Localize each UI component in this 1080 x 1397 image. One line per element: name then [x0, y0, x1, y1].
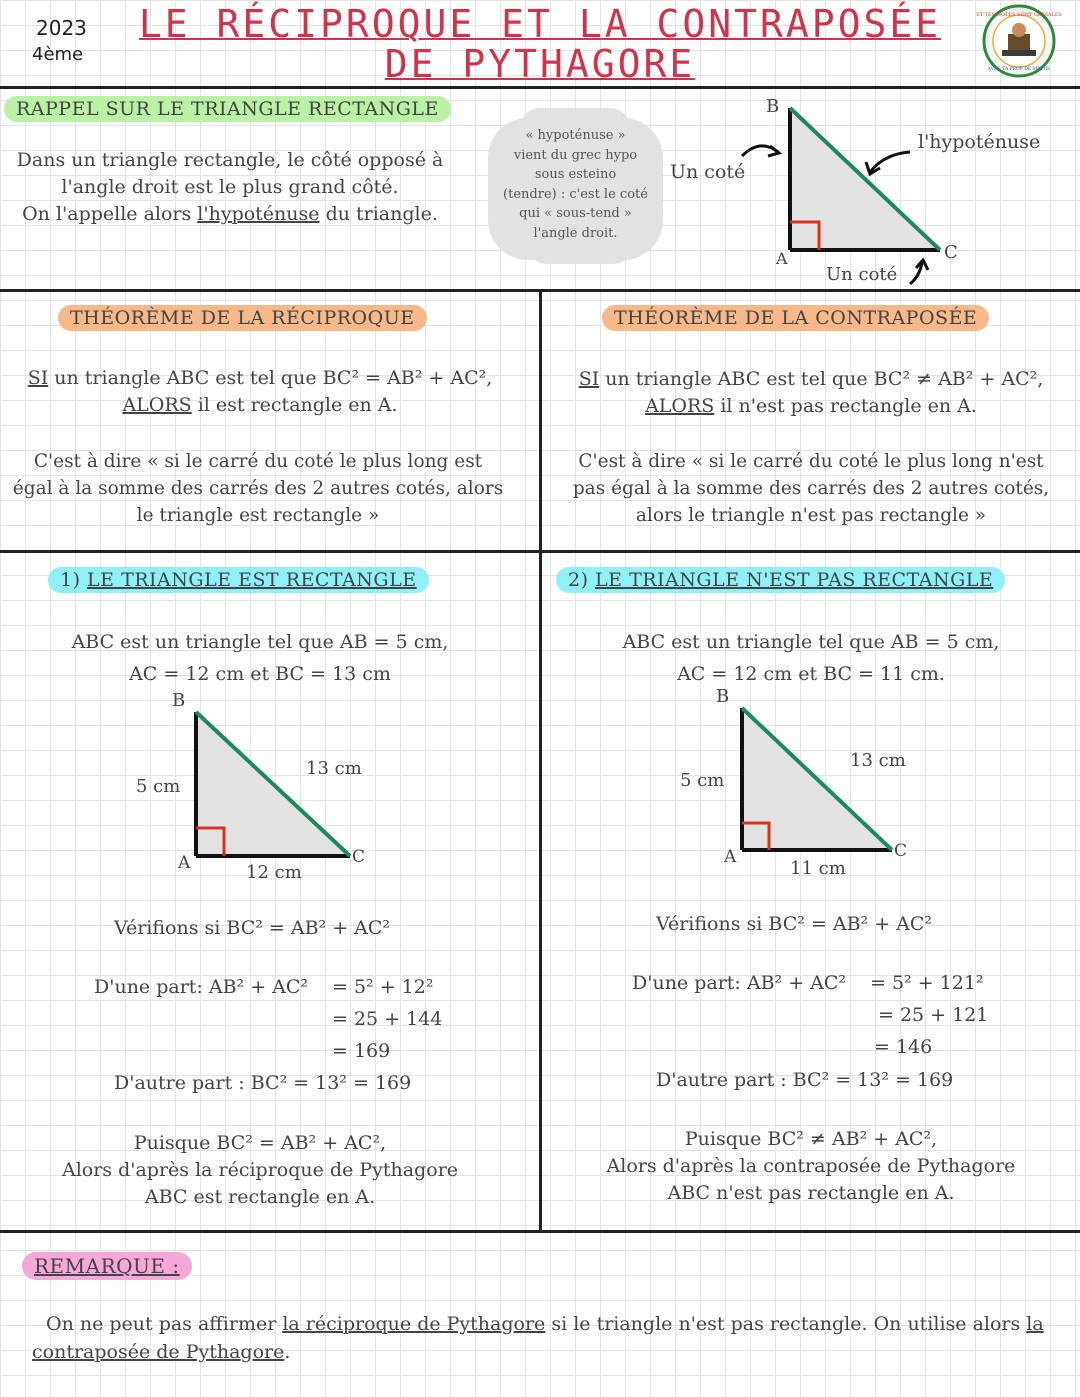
label-B: B [716, 686, 730, 707]
si-keyword: SI [578, 368, 600, 390]
logo-text-bottom: AVEC TA PROF DE MATHS [987, 67, 1051, 72]
rappel-line-2: l'angle droit est le plus grand côté. [61, 176, 399, 198]
rappel-line-3: On l'appelle alors l'hypoténuse du triangle. [22, 203, 438, 225]
label-C: C [894, 841, 908, 861]
alors-keyword: ALORS [645, 395, 715, 417]
label-ac: 12 cm [246, 862, 302, 883]
level: 4ème [32, 44, 84, 65]
remarque-heading: REMARQUE : [22, 1252, 192, 1280]
title-line-2: DE PYTHAGORE [384, 42, 696, 86]
si-keyword: SI [27, 367, 49, 389]
ex1-triangle-figure [120, 686, 410, 886]
reciproque-statement: SI un triangle ABC est tel que BC² = AB² + AC², ALORS il est rectangle en A. [27, 367, 493, 416]
part1-step-1: = 5² + 12² [332, 976, 434, 998]
contraposee-statement: SI un triangle ABC est tel que BC² ≠ AB² + AC², ALORS il n'est pas rectangle en A. [578, 368, 1044, 417]
ex1-given: ABC est un triangle tel que AB = 5 cm, AC = 12 cm et BC = 13 cm [71, 631, 449, 685]
rappel-heading: RAPPEL SUR LE TRIANGLE RECTANGLE [4, 96, 451, 122]
definition-cloud-text: « hypoténuse » vient du grec hypo sous esteino (tendre) : c'est le coté qui « sous-tend » l'angle droit. [503, 128, 648, 241]
label-ac: 11 cm [790, 858, 846, 879]
part2: D'autre part : BC² = 13² = 169 [656, 1069, 954, 1091]
part1-step-2: = 25 + 144 [332, 1008, 443, 1030]
part1-step-2: = 25 + 121 [878, 1004, 989, 1026]
logo-text-top: ET TES NOTES SONT GÉNIALES [976, 12, 1062, 18]
label-A: A [776, 249, 788, 268]
reciproque-explain: C'est à dire « si le carré du coté le plus long est égal à la somme des carrés des 2 autres cotés, alors le triangle est rectangle » [12, 451, 504, 526]
label-C: C [944, 242, 958, 263]
part1-step-1: = 5² + 121² [870, 972, 984, 994]
logo [976, 4, 1062, 82]
rappel-line-1: Dans un triangle rectangle, le côté opposé à [16, 149, 444, 171]
reciproque-heading: THÉORÈME DE LA RÉCIPROQUE [58, 305, 427, 331]
divider-top [0, 86, 1080, 89]
contraposee-explain: C'est à dire « si le carré du coté le plus long n'est pas égal à la somme des carrés des 2 autres cotés, alors le triangle n'est pas rectangle » [572, 451, 1050, 526]
ex2-given: ABC est un triangle tel que AB = 5 cm, AC = 12 cm et BC = 11 cm. [622, 631, 1000, 685]
label-A: A [724, 847, 737, 867]
part1-label: D'une part: AB² + AC² [632, 972, 847, 994]
ex2-heading: 2) LE TRIANGLE N'EST PAS RECTANGLE [556, 567, 1005, 593]
title-line-1: LE RÉCIPROQUE ET LA CONTRAPOSÉE [138, 2, 942, 46]
ex1-conclusion: Puisque BC² = AB² + AC², Alors d'après la réciproque de Pythagore ABC est rectangle en A. [61, 1132, 459, 1208]
label-bc: 13 cm [850, 750, 906, 771]
alors-keyword: ALORS [122, 394, 192, 416]
page-title [100, 2, 980, 86]
label-C: C [352, 847, 366, 867]
ex2-triangle-figure [664, 682, 954, 882]
year: 2023 [36, 16, 87, 40]
label-bc: 13 cm [306, 758, 362, 779]
label-B: B [766, 96, 780, 117]
rappel-text [10, 147, 450, 228]
remarque-text: On ne peut pas affirmer la réciproque de Pythagore si le triangle n'est pas rectangle. On utilise alors la contraposée de Pythagore. [32, 1313, 1044, 1363]
part2: D'autre part : BC² = 13² = 169 [114, 1072, 412, 1094]
divider-vertical [539, 289, 542, 1233]
ex2-verify: Vérifions si BC² = AB² + AC² [656, 913, 933, 935]
ex1-verify: Vérifions si BC² = AB² + AC² [114, 917, 391, 939]
contraposee-heading: THÉORÈME DE LA CONTRAPOSÉE [602, 305, 989, 331]
part1-step-3: = 146 [874, 1036, 933, 1058]
label-A: A [178, 853, 191, 873]
hypotenuse-term: l'hypoténuse [197, 203, 320, 225]
label-cote-bottom: Un coté [826, 264, 898, 285]
ex2-conclusion: Puisque BC² ≠ AB² + AC², Alors d'après la contraposée de Pythagore ABC n'est pas rectangle en A. [606, 1128, 1016, 1204]
label-B: B [172, 690, 186, 711]
ex1-heading: 1) LE TRIANGLE EST RECTANGLE [48, 567, 429, 593]
label-ab: 5 cm [680, 770, 725, 791]
rappel-triangle-figure [660, 90, 1060, 290]
part1-label: D'une part: AB² + AC² [94, 976, 309, 998]
label-cote-left: Un coté [670, 161, 746, 183]
part1-step-3: = 169 [332, 1040, 391, 1062]
label-hypotenuse: l'hypoténuse [918, 131, 1041, 153]
label-ab: 5 cm [136, 776, 181, 797]
